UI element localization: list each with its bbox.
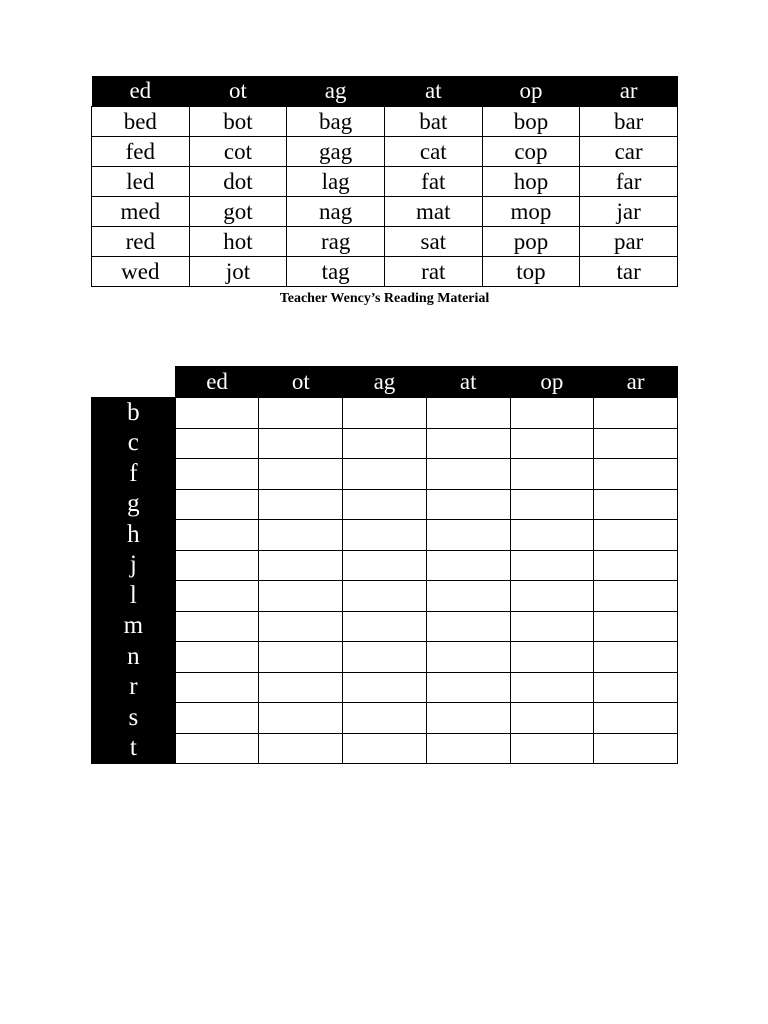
blank-answer-cell: [175, 520, 259, 551]
word-cell: fed: [92, 137, 190, 167]
practice-header-op: op: [510, 366, 594, 398]
word-cell: tag: [287, 257, 385, 287]
blank-answer-cell: [510, 550, 594, 581]
row-letter: j: [92, 550, 176, 581]
blank-answer-cell: [594, 611, 678, 642]
blank-answer-cell: [510, 733, 594, 764]
word-cell: bop: [482, 107, 580, 137]
word-cell: lag: [287, 167, 385, 197]
practice-row: [92, 398, 678, 429]
row-letter: b: [92, 398, 176, 429]
blank-answer-cell: [343, 703, 427, 734]
blank-answer-cell: [510, 398, 594, 429]
row-letter: s: [92, 703, 176, 734]
blank-answer-cell: [426, 733, 510, 764]
word-cell: nag: [287, 197, 385, 227]
word-cell: wed: [92, 257, 190, 287]
word-cell: hot: [189, 227, 287, 257]
header-op: op: [482, 76, 580, 107]
word-cell: bed: [92, 107, 190, 137]
word-cell: fat: [384, 167, 482, 197]
blank-answer-cell: [259, 672, 343, 703]
blank-answer-cell: [594, 672, 678, 703]
table-row: [92, 167, 678, 197]
blank-answer-cell: [510, 428, 594, 459]
blank-answer-cell: [343, 550, 427, 581]
blank-answer-cell: [175, 489, 259, 520]
blank-answer-cell: [259, 703, 343, 734]
blank-answer-cell: [594, 733, 678, 764]
practice-row: [92, 520, 678, 551]
word-cell: cop: [482, 137, 580, 167]
word-cell: jar: [580, 197, 678, 227]
blank-answer-cell: [594, 581, 678, 612]
blank-answer-cell: [510, 581, 594, 612]
word-cell: bot: [189, 107, 287, 137]
practice-header-ed: ed: [175, 366, 259, 398]
blank-answer-cell: [426, 398, 510, 429]
table-row: [92, 257, 678, 287]
blank-answer-cell: [175, 672, 259, 703]
header-ot: ot: [189, 76, 287, 107]
blank-answer-cell: [343, 459, 427, 490]
blank-answer-cell: [510, 672, 594, 703]
blank-answer-cell: [343, 520, 427, 551]
word-cell: red: [92, 227, 190, 257]
blank-answer-cell: [426, 550, 510, 581]
blank-answer-cell: [343, 672, 427, 703]
practice-row: [92, 428, 678, 459]
blank-answer-cell: [426, 703, 510, 734]
word-cell: top: [482, 257, 580, 287]
header-ag: ag: [287, 76, 385, 107]
practice-row: [92, 672, 678, 703]
practice-row: [92, 459, 678, 490]
corner-cell: [92, 366, 176, 398]
practice-header-ag: ag: [343, 366, 427, 398]
blank-answer-cell: [594, 520, 678, 551]
word-cell: bat: [384, 107, 482, 137]
blank-answer-cell: [426, 581, 510, 612]
blank-answer-cell: [259, 489, 343, 520]
blank-answer-cell: [426, 672, 510, 703]
practice-row: [92, 733, 678, 764]
blank-answer-cell: [510, 459, 594, 490]
table-row: [92, 227, 678, 257]
blank-answer-cell: [510, 489, 594, 520]
blank-answer-cell: [594, 703, 678, 734]
blank-answer-cell: [259, 520, 343, 551]
blank-answer-cell: [259, 581, 343, 612]
practice-table: [91, 366, 678, 764]
blank-answer-cell: [175, 581, 259, 612]
blank-answer-cell: [175, 642, 259, 673]
blank-answer-cell: [594, 550, 678, 581]
blank-answer-cell: [594, 459, 678, 490]
blank-answer-cell: [175, 733, 259, 764]
blank-answer-cell: [259, 428, 343, 459]
header-ed: ed: [92, 76, 190, 107]
practice-header-at: at: [426, 366, 510, 398]
word-cell: led: [92, 167, 190, 197]
row-letter: l: [92, 581, 176, 612]
practice-header-row: [92, 366, 678, 398]
word-family-header-row: [92, 76, 678, 107]
table-row: [92, 137, 678, 167]
blank-answer-cell: [510, 642, 594, 673]
blank-answer-cell: [259, 459, 343, 490]
word-cell: tar: [580, 257, 678, 287]
blank-answer-cell: [259, 642, 343, 673]
blank-answer-cell: [343, 642, 427, 673]
word-cell: hop: [482, 167, 580, 197]
blank-answer-cell: [343, 428, 427, 459]
caption: Teacher Wency’s Reading Material: [279, 291, 490, 306]
practice-row: [92, 642, 678, 673]
word-cell: dot: [189, 167, 287, 197]
blank-answer-cell: [426, 611, 510, 642]
blank-answer-cell: [343, 611, 427, 642]
word-cell: bag: [287, 107, 385, 137]
word-cell: car: [580, 137, 678, 167]
blank-answer-cell: [175, 611, 259, 642]
blank-answer-cell: [426, 459, 510, 490]
word-cell: cot: [189, 137, 287, 167]
blank-answer-cell: [175, 398, 259, 429]
header-ar: ar: [580, 76, 678, 107]
row-letter: t: [92, 733, 176, 764]
word-cell: bar: [580, 107, 678, 137]
table-row: [92, 107, 678, 137]
practice-row: [92, 611, 678, 642]
blank-answer-cell: [426, 489, 510, 520]
word-cell: pop: [482, 227, 580, 257]
word-cell: cat: [384, 137, 482, 167]
blank-answer-cell: [426, 520, 510, 551]
blank-answer-cell: [343, 733, 427, 764]
blank-answer-cell: [175, 703, 259, 734]
blank-answer-cell: [594, 428, 678, 459]
blank-answer-cell: [175, 459, 259, 490]
practice-row: [92, 550, 678, 581]
blank-answer-cell: [259, 550, 343, 581]
word-cell: med: [92, 197, 190, 227]
blank-answer-cell: [594, 642, 678, 673]
blank-answer-cell: [594, 398, 678, 429]
row-letter: c: [92, 428, 176, 459]
practice-row: [92, 489, 678, 520]
blank-answer-cell: [426, 642, 510, 673]
word-cell: rag: [287, 227, 385, 257]
blank-answer-cell: [510, 611, 594, 642]
word-cell: par: [580, 227, 678, 257]
row-letter: h: [92, 520, 176, 551]
blank-answer-cell: [426, 428, 510, 459]
word-cell: jot: [189, 257, 287, 287]
practice-row: [92, 703, 678, 734]
practice-header-ar: ar: [594, 366, 678, 398]
row-letter: n: [92, 642, 176, 673]
word-cell: far: [580, 167, 678, 197]
word-cell: mat: [384, 197, 482, 227]
word-cell: got: [189, 197, 287, 227]
blank-answer-cell: [259, 398, 343, 429]
blank-answer-cell: [343, 398, 427, 429]
word-cell: gag: [287, 137, 385, 167]
row-letter: r: [92, 672, 176, 703]
blank-answer-cell: [510, 703, 594, 734]
word-cell: rat: [384, 257, 482, 287]
blank-answer-cell: [594, 489, 678, 520]
blank-answer-cell: [343, 581, 427, 612]
practice-header-ot: ot: [259, 366, 343, 398]
blank-answer-cell: [175, 550, 259, 581]
header-at: at: [384, 76, 482, 107]
word-family-table: [91, 76, 678, 287]
word-cell: sat: [384, 227, 482, 257]
row-letter: f: [92, 459, 176, 490]
blank-answer-cell: [175, 428, 259, 459]
table-row: [92, 197, 678, 227]
blank-answer-cell: [510, 520, 594, 551]
row-letter: m: [92, 611, 176, 642]
blank-answer-cell: [259, 733, 343, 764]
practice-row: [92, 581, 678, 612]
blank-answer-cell: [259, 611, 343, 642]
row-letter: g: [92, 489, 176, 520]
blank-answer-cell: [343, 489, 427, 520]
word-cell: mop: [482, 197, 580, 227]
